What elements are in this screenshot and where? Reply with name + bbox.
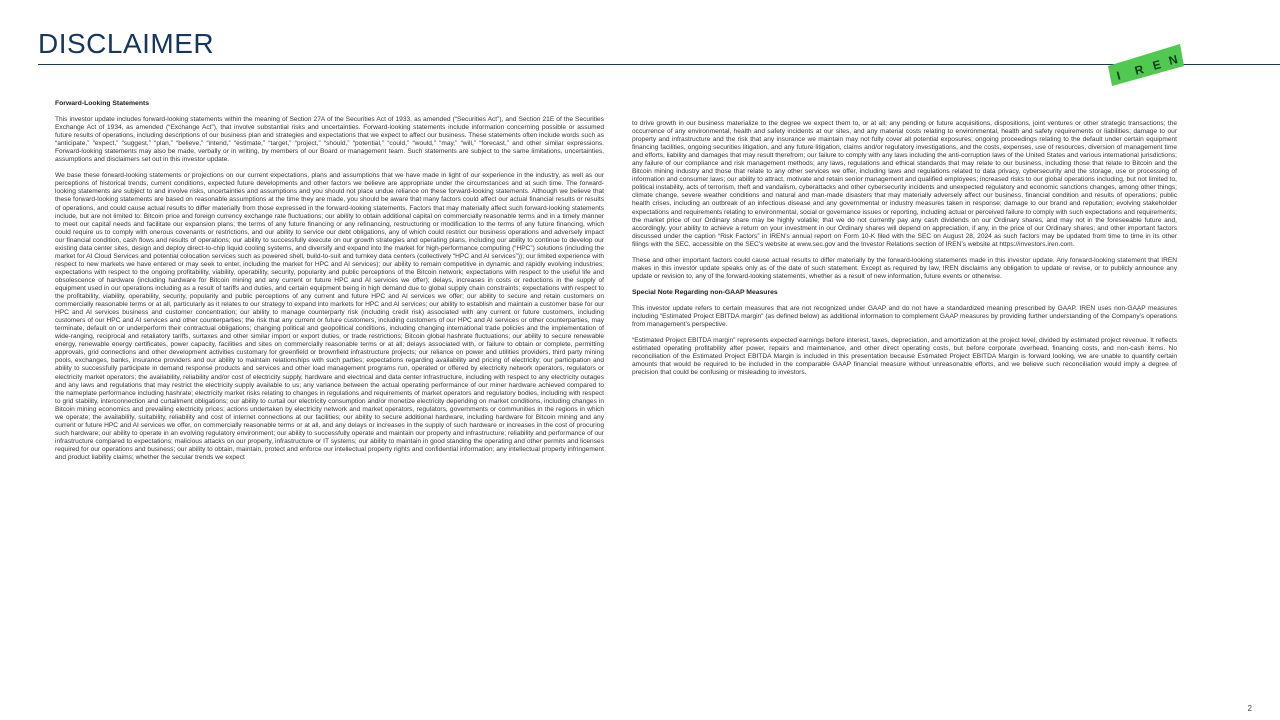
right-paragraph-2: These and other important factors could cause actual results to differ materially by the forward-looking statements made in this investor update. Any forward-looking statement that IREN makes in this investor update speaks only as of the date of such statement. Except as required by law, IREN disclaims any obligation to update or revise, or to publicly announce any update or revision to, any of the forward-looking statements, whether as a result of new information, future events or otherwise. [632, 256, 1177, 280]
logo-letter-n: N [1167, 52, 1180, 68]
logo-letter-e: E [1151, 57, 1163, 73]
right-paragraph-4: “Estimated Project EBITDA margin” represents expected earnings before interest, taxes, depreciation, and amortization at the project level, divided by estimated project revenue. It reflects estimated operating profitability after power, repairs and maintenance, and other direct operating costs, but before corporate overhead, financing costs, and non-cash items. No reconciliation of the Estimated Project EBITDA Margin is included in this presentation because Estimated Project EBITDA Margin is forward looking, we are unable to quantify certain amounts that would be required to be included in the comparable GAAP financial measure without unreasonable efforts, and we believe such reconciliation would imply a degree of precision that could be confusing or misleading to investors. [632, 337, 1177, 377]
forward-looking-heading: Forward-Looking Statements [55, 100, 150, 107]
non-gaap-heading: Special Note Regarding non-GAAP Measures [632, 288, 778, 296]
left-paragraph-1: This investor update includes forward-looking statements within the meaning of Section 27A of the Securities Act of 1933, as amended (“Securities Act”), and Section 21E of the Securities Exchange Act of 1934, as amended (“Exchange Act”), that involve substantial risks and uncertainties. Forward-looking statements include information concerning possible or assumed future results of operations, including descriptions of our business plan and strategies and expectations that we expect to affect our business. These statements often include words such as “anticipate,” “expect,” “suggest,” “plan,” “believe,” “intend,” “estimate,” “target,” “project,” “should,” “potential,” “could,” “would,” “may,” “will,” “forecast,” and other similar expressions. Forward-looking statements may also be made, verbally or in writing, by members of our Board or management team. Such statements are subject to the same limitations, uncertainties, assumptions and disclaimers set out in this investor update. [55, 116, 604, 164]
left-column [55, 100, 604, 470]
iren-logo [1106, 42, 1186, 88]
right-paragraph-3: This investor update refers to certain measures that are not recognized under GAAP and do not have a standardized meaning prescribed by GAAP. IREN uses non-GAAP measures including “Estimated Project EBITDA margin” (as defined below) as additional information to complement GAAP measures by providing further understanding of the Company’s operations from management’s perspective. [632, 304, 1177, 329]
logo-letter-i: I [1115, 68, 1123, 83]
right-paragraph-1: to drive growth in our business materialize to the degree we expect them to, or at all; any pending or future acquisitions, dispositions, joint ventures or other strategic transactions; the occurrence of any environmental, health and safety incidents at our sites, and any material costs relating to environmental, health and safety requirements or liabilities; damage to our property and infrastructure and the risk that any insurance we maintain may not fully cover all potential exposures; ongoing proceedings relating to the default under certain equipment financing facilities, ongoing securities litigation, and any future litigation, claims and/or regulatory investigations, and the costs, expenses, use of resources, diversion of management time and efforts, liability and damages that may result therefrom; our failure to comply with any laws including the anti-corruption laws of the United States and various international jurisdictions; any failure of our compliance and risk management methods; any laws, regulations and ethical standards that may relate to our business, including those that relate to Bitcoin and the Bitcoin mining industry and those that relate to any other services we offer, including laws and regulations related to data privacy, cybersecurity and the storage, use or processing of information and consumer laws; our ability to attract, motivate and retain senior management and qualified employees; increased risks to our global operations including, but not limited to, political instability, acts of terrorism, theft and vandalism, cyberattacks and other cybersecurity incidents and unexpected regulatory and economic sanctions changes, among other things; climate change, severe weather conditions and natural and man-made disasters that may materially adversely affect our business, financial condition and results of operations; public health crises, including an outbreak of an infectious disease and any governmental or industry measures taken in response; damage to our brand and reputation; evolving stakeholder expectations and requirements relating to environmental, social or governance issues or reporting, including actual or perceived failure to comply with such expectations and requirements; the market price of our Ordinary share may be highly volatile; that we do not currently pay any cash dividends on our Ordinary shares, and may not in the foreseeable future and, accordingly, your ability to achieve a return on your investment in our Ordinary shares will depend on appreciation, if any, in the price of our Ordinary shares; and other important factors discussed under the caption “Risk Factors” in IREN’s annual report on Form 10-K filed with the SEC on August 28, 2024 as such factors may be updated from time to time in its other filings with the SEC, accessible on the SEC’s website at www.sec.gov and the Investor Relations section of IREN’s website at https://investors.iren.com. [632, 120, 1178, 248]
page-title: DISCLAIMER [38, 28, 215, 59]
right-column [632, 120, 1177, 385]
left-paragraph-2: We base these forward-looking statements or projections on our current expectations, plans and assumptions that we have made in light of our experience in the industry, as well as our perceptions of historical trends, current conditions, expected future developments and other factors we believe are appropriate under the circumstances and at such time. The forward-looking statements are subject to and involve risks, uncertainties and assumptions and you should not place undue reliance on these forward-looking statements. Although we believe that these forward-looking statements are based on reasonable assumptions at the time they are made, you should be aware that many factors could affect our actual financial results or results of operations, and could cause actual results to differ materially from those expressed in the forward-looking statements. Factors that may materially affect such forward-looking statements include, but are not limited to: Bitcoin price and foreign currency exchange rate fluctuations; our ability to obtain additional capital on commercially reasonable terms and in a timely manner to meet our capital needs and facilitate our expansion plans; the terms of any future financing or any refinancing, restructuring or modification to the terms of any future financing, which could require us to comply with onerous covenants or restrictions, and our ability to service our debt obligations, any of which could restrict our business operations and adversely impact our financial condition, cash flows and results of operations; our ability to successfully execute on our growth strategies and operating plans, including our ability to continue to develop our existing data center sites, design and deploy direct-to-chip liquid cooling systems, and diversify and expand into the market for high-performance computing (“HPC”) solutions (including the market for AI Cloud Services and potential colocation services such as powered shell, build-to-suit and turnkey data centers (collectively “HPC and AI services”)); our limited experience with respect to new markets we have entered or may seek to enter, including the market for HPC and AI services); our ability to remain competitive in dynamic and rapidly evolving industries; expectations with respect to the ongoing profitability, viability, operability, security, popularity and public perceptions of the Bitcoin network; expectations with respect to the useful life and obsolescence of hardware (including hardware for Bitcoin mining and any current or future HPC and AI services we offer); delays, increases in costs or reductions in the supply of equipment used in our operations including as a result of tariffs and duties, and certain equipment being in high demand due to global supply chain constraints; expectations with respect to the profitability, viability, operability, security, popularity and public perceptions of any current and future HPC and AI services we offer; our ability to secure and retain customers on commercially reasonable terms or at all, particularly as it relates to our strategy to expand into markets for HPC and AI services; our ability to establish and maintain a customer base for our HPC and AI services business and customer concentration; our ability to manage counterparty risk (including credit risk) associated with any current or future customers, including customers of our HPC and AI services and other counterparties; the risk that any current or future customers, including customers of our HPC and AI services or other counterparties, may terminate, default on or underperform their contractual obligations; changing political and geopolitical conditions, including changing international trade policies and the implementation of wide-ranging, reciprocal and retaliatory tariffs, surtaxes and other similar import or export duties, or trade restrictions; Bitcoin global hashrate fluctuations; our ability to secure renewable energy, renewable energy certificates, power capacity, facilities and sites on commercially reasonable terms or at all; delays associated with, or failure to obtain or complete, permitting approvals, grid connections and other development activities customary for greenfield or brownfield infrastructure projects; our reliance on power and utilities providers, third party mining pools, exchanges, banks, insurance providers and our ability to maintain relationships with such parties; expectations regarding availability and pricing of electricity; our participation and ability to successfully participate in demand response products and services and other load management programs run, operated or offered by electricity network operators, regulators or electricity market operators; the availability, reliability and/or cost of electricity supply, hardware and electrical and data center infrastructure, including with respect to any electricity outages and any laws and regulations that may restrict the electricity supply available to us; any variance between the actual operating performance of our miner hardware achieved compared to the nameplate performance including hashrate; electricity market risks relating to changes in regulations and requirements of market operators and regulatory bodies, including with respect to grid stability, interconnection and curtailment obligations; our ability to curtail our electricity consumption and/or monetize electricity depending on market conditions, including changes in Bitcoin mining economics and prevailing electricity prices; actions undertaken by electricity network and market operators, regulators, governments or communities in the regions in which we operate; the availability, suitability, reliability and cost of internet connections at our facilities; our ability to secure additional hardware, including hardware for Bitcoin mining and any current or future HPC and AI services we offer, on commercially reasonable terms or at all, and any delays or increases in the supply of such hardware or increases in the cost of procuring such hardware; our ability to operate in an evolving regulatory environment; our ability to successfully operate and maintain our property and infrastructure; reliability and performance of our infrastructure compared to expectations; malicious attacks on our property, infrastructure or IT systems; our ability to maintain in good standing the operating and other permits and licenses required for our operations and business; our ability to obtain, maintain, protect and enforce our intellectual property rights and confidential information; any intellectual property infringement and product liability claims; whether the secular trends we expect [55, 172, 604, 461]
title-divider [38, 64, 1280, 65]
logo-letter-r: R [1133, 62, 1146, 78]
page-number: 2 [1247, 704, 1252, 713]
